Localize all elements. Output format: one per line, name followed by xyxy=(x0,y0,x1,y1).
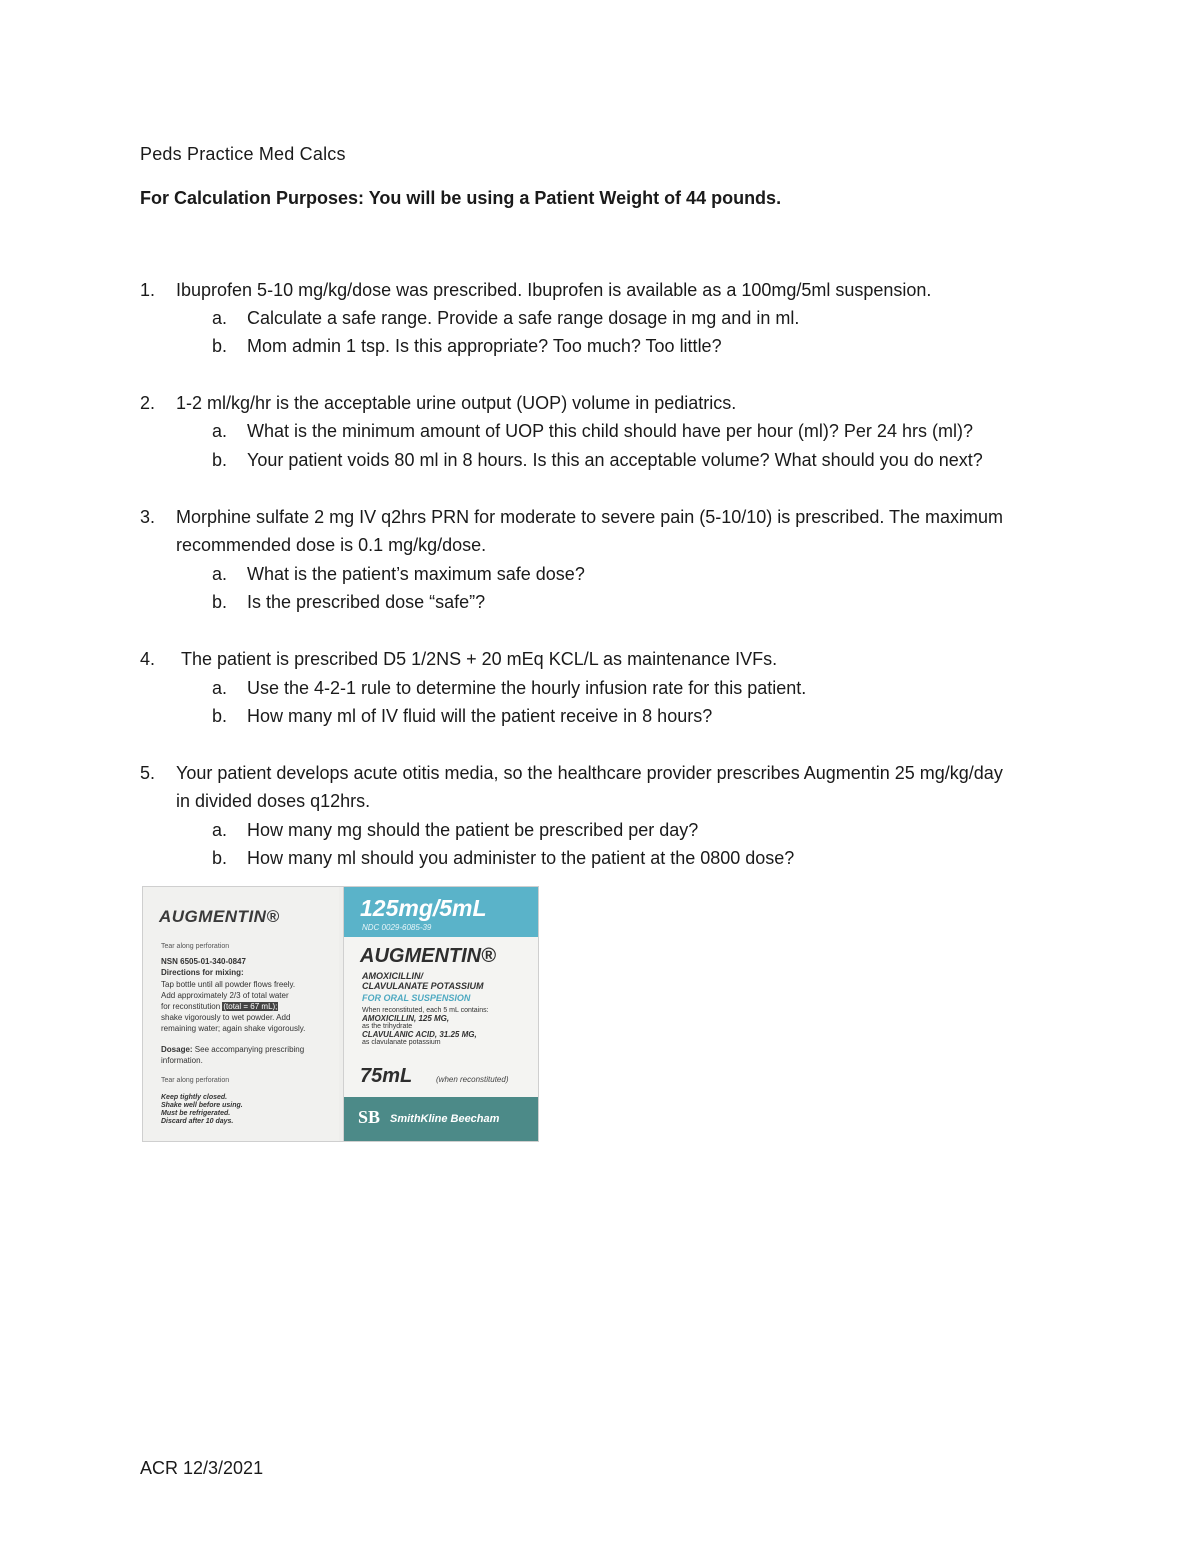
label-storage xyxy=(161,1094,243,1126)
label-brand-right: AUGMENTIN® xyxy=(360,945,496,967)
page-footer: ACR 12/3/2021 xyxy=(140,1458,264,1478)
question-text: The patient is prescribed D5 1/2NS + 20 mEq KCL/L as maintenance IVFs. xyxy=(181,649,778,669)
label-storage-line: Discard after 10 days. xyxy=(161,1118,234,1125)
label-strength-bar xyxy=(344,887,539,937)
label-dosage-text: See accompanying prescribing information. xyxy=(161,1045,305,1065)
label-storage-line: Shake well before using. xyxy=(161,1102,243,1109)
label-maker-name: SmithKline Beecham xyxy=(390,1113,500,1125)
label-directions-line xyxy=(161,1001,331,1012)
label-strength: 125mg/5mL xyxy=(360,895,487,921)
part-letter: a. xyxy=(212,564,228,584)
label-recon-line: When reconstituted, each 5 mL contains: xyxy=(362,1007,489,1014)
label-directions-highlight: (total = 67 mL); xyxy=(223,1002,278,1011)
label-dosage-label: Dosage: xyxy=(161,1045,193,1054)
label-brand-left: AUGMENTIN® xyxy=(159,907,280,926)
page-title: Peds Practice Med Calcs xyxy=(140,144,346,164)
part-text: How many ml should you administer to the patient at the 0800 dose? xyxy=(247,848,795,868)
question-number: 2. xyxy=(140,393,156,413)
label-dosage xyxy=(161,1044,331,1066)
part-letter: a. xyxy=(212,308,228,328)
part-letter: b. xyxy=(212,706,228,726)
label-directions-line: shake vigorously to wet powder. Add xyxy=(161,1013,291,1022)
label-directions-line: Add approximately 2/3 of total water xyxy=(161,991,289,1000)
part-text: Use the 4-2-1 rule to determine the hourly infusion rate for this patient. xyxy=(247,678,807,698)
question-number: 4. xyxy=(140,649,156,669)
label-tear-top: Tear along perforation xyxy=(161,943,230,950)
label-oral-suspension: FOR ORAL SUSPENSION xyxy=(362,993,471,1003)
part-letter: a. xyxy=(212,421,228,441)
part-letter: b. xyxy=(212,848,228,868)
label-directions-title: Directions for mixing: xyxy=(161,968,244,977)
part-text: Your patient voids 80 ml in 8 hours. Is this an acceptable volume? What should you do next? xyxy=(247,450,983,470)
label-volume: 75mL xyxy=(360,1065,413,1087)
label-generic-line: CLAVULANATE POTASSIUM xyxy=(362,981,484,991)
part-letter: a. xyxy=(212,820,228,840)
smithkline-logo-icon: SB xyxy=(358,1107,381,1127)
label-directions xyxy=(161,979,331,1034)
part-text: What is the minimum amount of UOP this child should have per hour (ml)? Per 24 hrs (ml)? xyxy=(247,421,973,441)
part-text: Is the prescribed dose “safe”? xyxy=(247,592,486,612)
label-storage-line: Keep tightly closed. xyxy=(161,1094,228,1101)
question-text: Ibuprofen 5-10 mg/kg/dose was prescribed. Ibuprofen is available as a 100mg/5ml suspension. xyxy=(176,280,932,300)
label-tear-bottom: Tear along perforation xyxy=(161,1077,230,1084)
part-letter: b. xyxy=(212,336,228,356)
question-text: 1-2 ml/kg/hr is the acceptable urine output (UOP) volume in pediatrics. xyxy=(176,393,737,413)
label-recon-line: as clavulanate potassium xyxy=(362,1039,441,1046)
label-volume-note: (when reconstituted) xyxy=(436,1075,509,1084)
augmentin-label-image xyxy=(142,886,539,1142)
question-number: 3. xyxy=(140,507,156,527)
part-letter: b. xyxy=(212,450,228,470)
question-number: 1. xyxy=(140,280,156,300)
part-text: How many mg should the patient be prescribed per day? xyxy=(247,820,699,840)
label-directions-line: remaining water; again shake vigorously. xyxy=(161,1024,306,1033)
part-letter: a. xyxy=(212,678,228,698)
label-maker-bar xyxy=(344,1097,539,1141)
label-generic-line: AMOXICILLIN/ xyxy=(362,971,423,981)
label-generic-name xyxy=(362,971,484,991)
part-text: Calculate a safe range. Provide a safe range dosage in mg and in ml. xyxy=(247,308,800,328)
label-directions-line: Tap bottle until all powder flows freely. xyxy=(161,980,296,989)
label-recon-line: AMOXICILLIN, 125 MG, xyxy=(362,1014,450,1023)
label-recon-line: as the trihydrate xyxy=(362,1023,413,1030)
label-reconstitution xyxy=(362,1007,489,1047)
label-nsn: NSN 6505-01-340-0847 xyxy=(161,957,246,966)
label-storage-line: Must be refrigerated. xyxy=(161,1110,231,1117)
part-letter: b. xyxy=(212,592,228,612)
question-number: 5. xyxy=(140,763,156,783)
part-text: How many ml of IV fluid will the patient receive in 8 hours? xyxy=(247,706,713,726)
question-text: Your patient develops acute otitis media, so the healthcare provider prescribes Augmentin 25 mg/kg/day in divided doses q12hrs. xyxy=(176,763,1003,811)
page-subtitle: For Calculation Purposes: You will be using a Patient Weight of 44 pounds. xyxy=(140,188,782,208)
label-right-panel xyxy=(343,887,539,1141)
label-ndc: NDC 0029-6085-39 xyxy=(362,923,432,932)
label-left-panel xyxy=(143,887,339,1141)
part-text: What is the patient’s maximum safe dose? xyxy=(247,564,585,584)
part-text: Mom admin 1 tsp. Is this appropriate? Too much? Too little? xyxy=(247,336,722,356)
label-directions-fragment: for reconstitution xyxy=(161,1002,221,1011)
question-text: Morphine sulfate 2 mg IV q2hrs PRN for moderate to severe pain (5-10/10) is prescribed. The maximum recommended dose is 0.1 mg/kg/dose. xyxy=(176,507,1004,555)
label-recon-line: CLAVULANIC ACID, 31.25 MG, xyxy=(362,1030,477,1039)
